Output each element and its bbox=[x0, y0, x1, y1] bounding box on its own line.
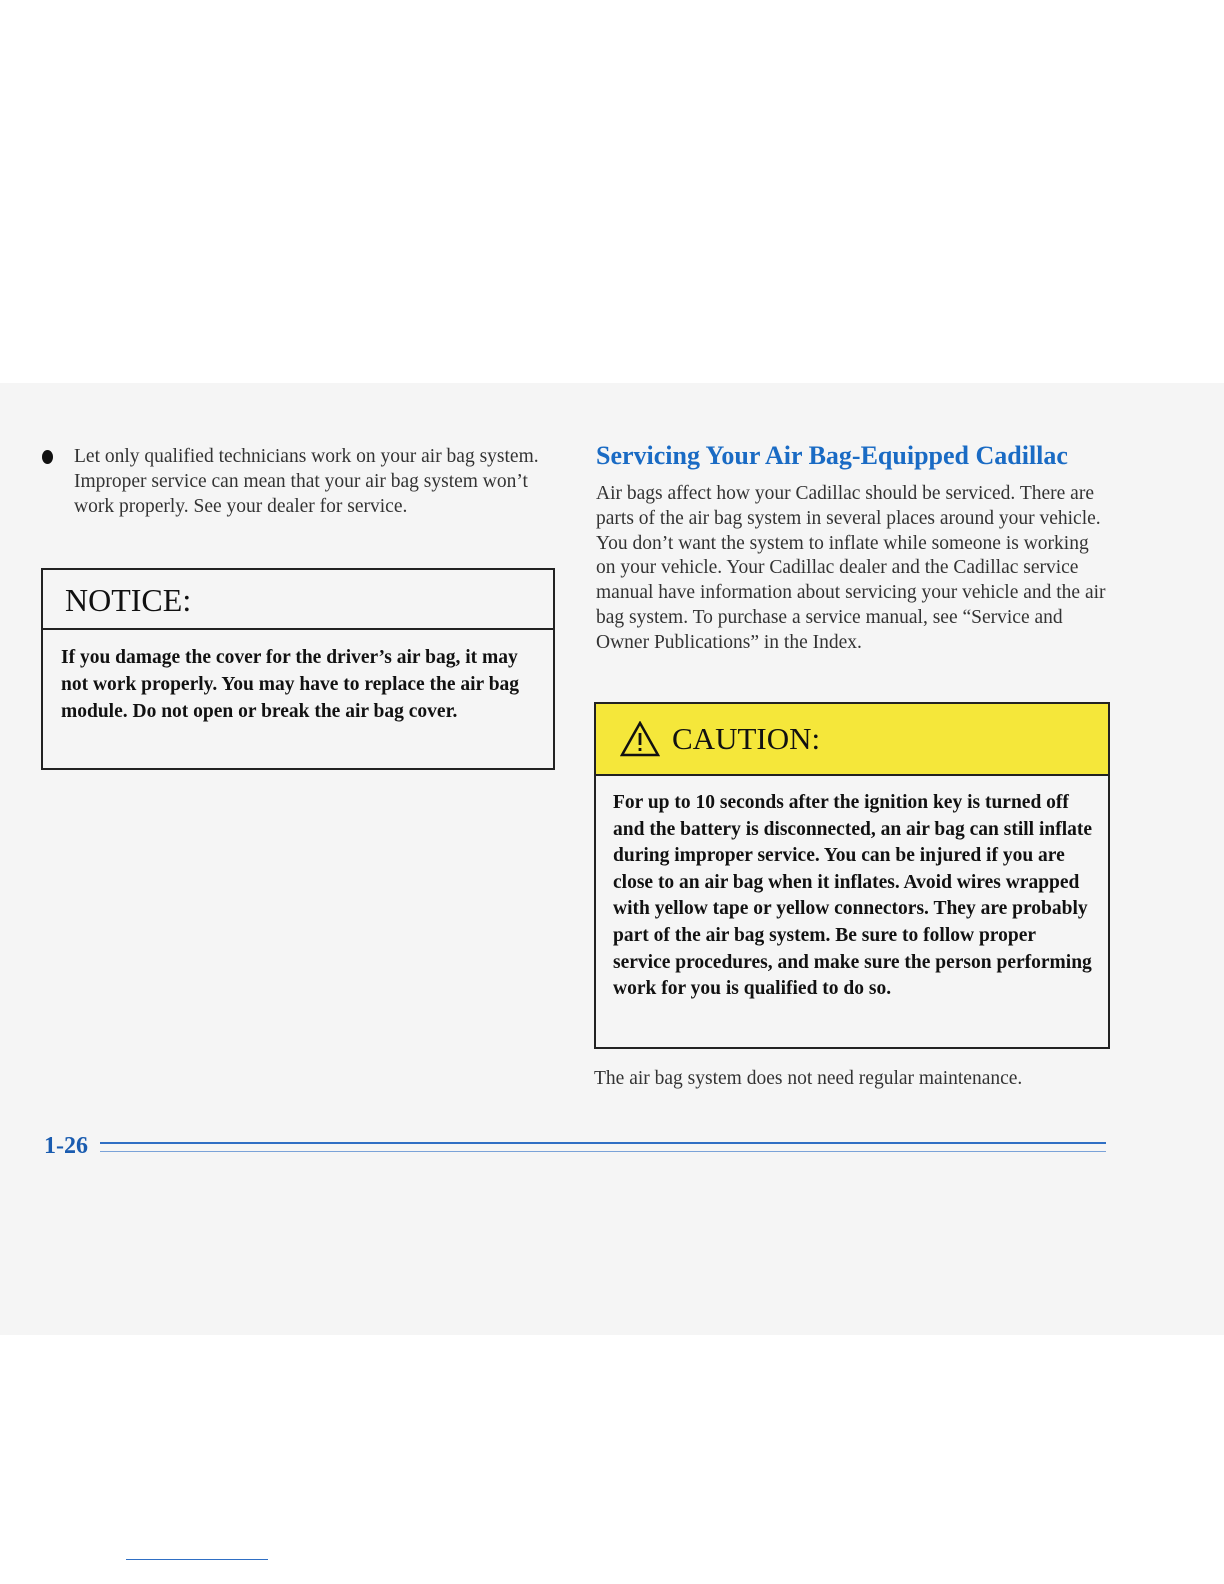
notice-body: If you damage the cover for the driver’s air bag, it may not work properly. You may have to replace the air bag module. Do not open or break the air bag cover. bbox=[61, 647, 520, 722]
footer-rule-thin bbox=[100, 1151, 1106, 1152]
notice-box bbox=[41, 568, 555, 770]
bullet-icon bbox=[42, 450, 53, 464]
list-item bbox=[42, 444, 562, 519]
footer-note: The air bag system does not need regular maintenance. bbox=[594, 1068, 1023, 1089]
bottom-rule bbox=[126, 1559, 268, 1560]
caution-box bbox=[594, 702, 1110, 1049]
caution-header bbox=[596, 704, 1108, 776]
section-title: Servicing Your Air Bag-Equipped Cadillac bbox=[596, 441, 1068, 470]
left-column bbox=[42, 444, 562, 519]
page-number: 1-26 bbox=[44, 1133, 88, 1159]
right-column bbox=[596, 438, 1111, 656]
footer-rule bbox=[100, 1142, 1106, 1144]
caution-title: CAUTION: bbox=[672, 721, 821, 756]
section-paragraph: Air bags affect how your Cadillac should be serviced. There are parts of the air bag system in several places around your vehicle. You don’t want the system to inflate while someone is working on your vehicle. Your Cadillac dealer and the Cadillac service manual have information about servicing your vehicle and the air bag system. To purchase a service manual, see “Service and Owner Publications” in the Index. bbox=[596, 483, 1106, 653]
notice-title: NOTICE: bbox=[43, 570, 553, 630]
warning-triangle-icon bbox=[620, 721, 660, 757]
caution-body: For up to 10 seconds after the ignition key is turned off and the battery is disconnected, an air bag can still inflate during improper service. You can be injured if you are close to an air bag when it inflates. Avoid wires wrapped with yellow tape or yellow connectors. They are probably part of the air bag system. Be sure to follow proper service procedures, and make sure the person performing work for you is qualified to do so. bbox=[613, 792, 1093, 1000]
bullet-text: Let only qualified technicians work on your air bag system. Improper service can mean that your air bag system won’t work properly. See your dealer for service. bbox=[74, 446, 539, 517]
